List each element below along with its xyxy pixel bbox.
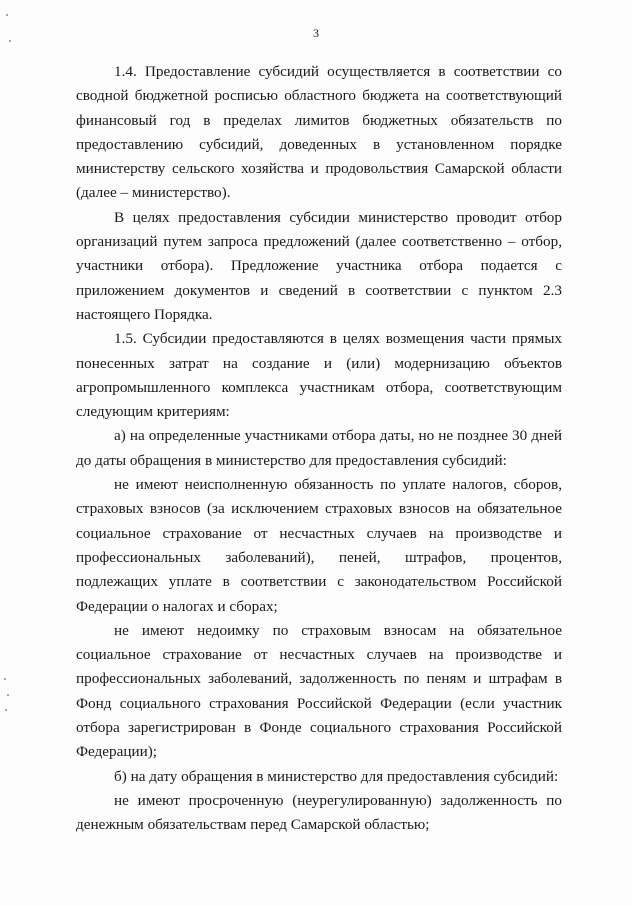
document-body (76, 60, 562, 838)
paragraph-1-4-subsidy-budget: 1.4. Предоставление субсидий осуществляется в соответствии со сводной бюджетной росписью областного бюджета на соответствующий финансовый год в пределах лимитов бюджетных обязательств по предоставлению субсидий, доведенных в установленном порядке министерству сельского хозяйства и продовольствия Самарской области (далее – министерство). (76, 63, 562, 202)
scan-speck (7, 694, 9, 696)
scan-speck (6, 14, 8, 16)
paragraph-1-5-subsidy-purpose: 1.5. Субсидии предоставляются в целях возмещения части прямых понесенных затрат на создание и (или) модернизацию объектов агропромышленного комплекса участникам отбора, соответствующим следующим критериям: (76, 330, 562, 421)
paragraph-criterion-a: а) на определенные участниками отбора даты, но не позднее 30 дней до даты обращения в министерство для предоставления субсидий: (76, 427, 562, 469)
scan-speck (9, 40, 11, 42)
paragraph-no-insurance-arrears: не имеют недоимку по страховым взносам на обязательное социальное страхование от несчастных случаев на производстве и профессиональных заболеваний, задолженность по пеням и штрафам в Фонд социального страхования Российской Федерации (если участник отбора зарегистрирован в Фонде социального страхования Российской Федерации); (76, 621, 562, 761)
scan-speck (5, 709, 7, 711)
paragraph-criterion-b: б) на дату обращения в министерство для предоставления субсидий: (114, 767, 559, 785)
page-number: 3 (313, 26, 319, 40)
scan-speck (4, 678, 6, 680)
paragraph-selection-procedure: В целях предоставления субсидии министерство проводит отбор организаций путем запроса предложений (далее соответственно – отбор, участники отбора). Предложение участника отбора подается с приложением документов и сведений в соответствии с пунктом 2.3 настоящего Порядка. (76, 208, 562, 323)
paragraph-no-overdue-debt: не имеют просроченную (неурегулированную) задолженность по денежным обязательствам перед Самарской областью; (76, 791, 562, 834)
paragraph-no-tax-arrears: не имеют неисполненную обязанность по уплате налогов, сборов, страховых взносов (за исключением страховых взносов на обязательное социальное страхование от несчастных случаев на производстве и профессиональных заболеваний), пеней, штрафов, процентов, подлежащих уплате в соответствии с законодательством Российской Федерации о налогах и сборах; (76, 476, 562, 615)
